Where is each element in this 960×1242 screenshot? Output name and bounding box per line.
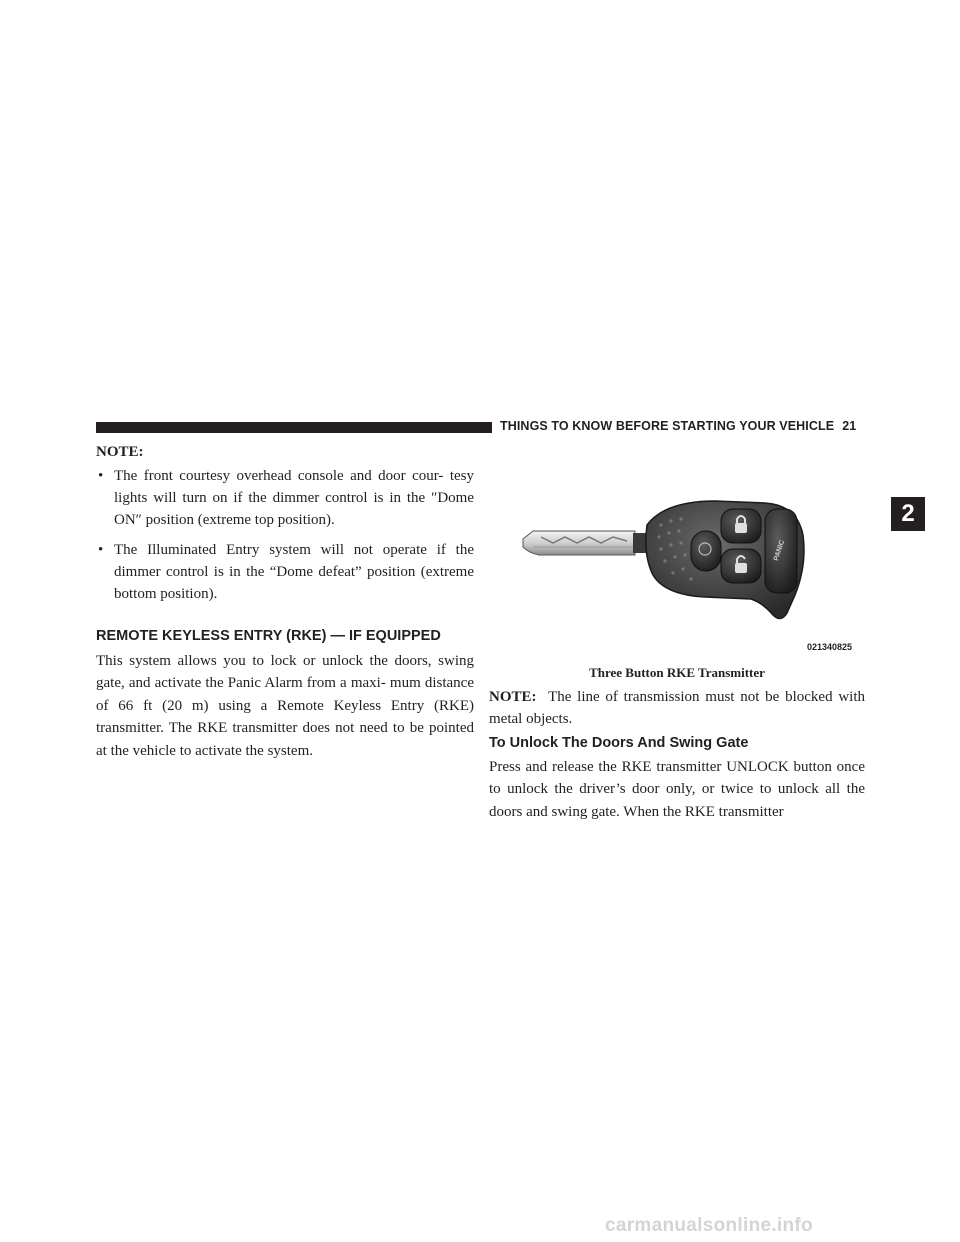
page-number: 21 xyxy=(842,419,857,433)
watermark: carmanualsonline.info xyxy=(605,1215,813,1236)
note-label: NOTE: xyxy=(489,689,537,705)
bullet-icon: • xyxy=(98,542,104,558)
transmission-note xyxy=(489,686,865,731)
bullet-icon: • xyxy=(98,468,104,484)
list-item xyxy=(96,539,474,605)
panic-label: PANIC xyxy=(772,539,787,562)
key-collar xyxy=(633,533,647,553)
bullet-text: The Illuminated Entry system will not operate if the dimmer control is in the “Dome defeat” position (extreme bottom position). xyxy=(114,542,474,602)
key-fob xyxy=(646,501,804,619)
unlock-section xyxy=(489,734,865,823)
header-title: THINGS TO KNOW BEFORE STARTING YOUR VEHICLE xyxy=(500,419,835,433)
rke-transmitter-illustration xyxy=(515,495,865,685)
note-label: NOTE: xyxy=(96,444,144,460)
section-heading: REMOTE KEYLESS ENTRY (RKE) — IF EQUIPPED xyxy=(96,628,441,644)
chapter-tab: 2 xyxy=(891,497,925,531)
remote-start-button xyxy=(691,531,721,571)
subsection-heading: To Unlock The Doors And Swing Gate xyxy=(489,735,749,751)
bullet-text: The front courtesy overhead console and door cour- tesy lights will turn on if the dimmer control is in the ″Dome ON″ position (extreme top position). xyxy=(114,468,474,528)
figure-id: 021340825 xyxy=(807,642,853,652)
left-column xyxy=(96,441,474,762)
section-body: This system allows you to lock or unlock the doors, swing gate, and activate the Panic Alarm from a maxi- mum distance of 66 ft (20 m) using a Remote Keyless Entry (RKE) transmitter. The RKE transmitter does not need to be pointed at the vehicle to activate the system. xyxy=(96,653,474,759)
note-text: The line of transmission must not be blocked with metal objects. xyxy=(489,689,866,728)
header-rule xyxy=(96,422,492,433)
figure-caption: Three Button RKE Transmitter xyxy=(589,665,765,680)
running-header xyxy=(500,419,856,433)
subsection-body: Press and release the RKE transmitter UNLOCK button once to unlock the driver’s door only, or twice to unlock all the doors and swing gate. When the RKE transmitter xyxy=(489,759,865,820)
list-item xyxy=(96,465,474,531)
key-blade xyxy=(523,531,635,555)
